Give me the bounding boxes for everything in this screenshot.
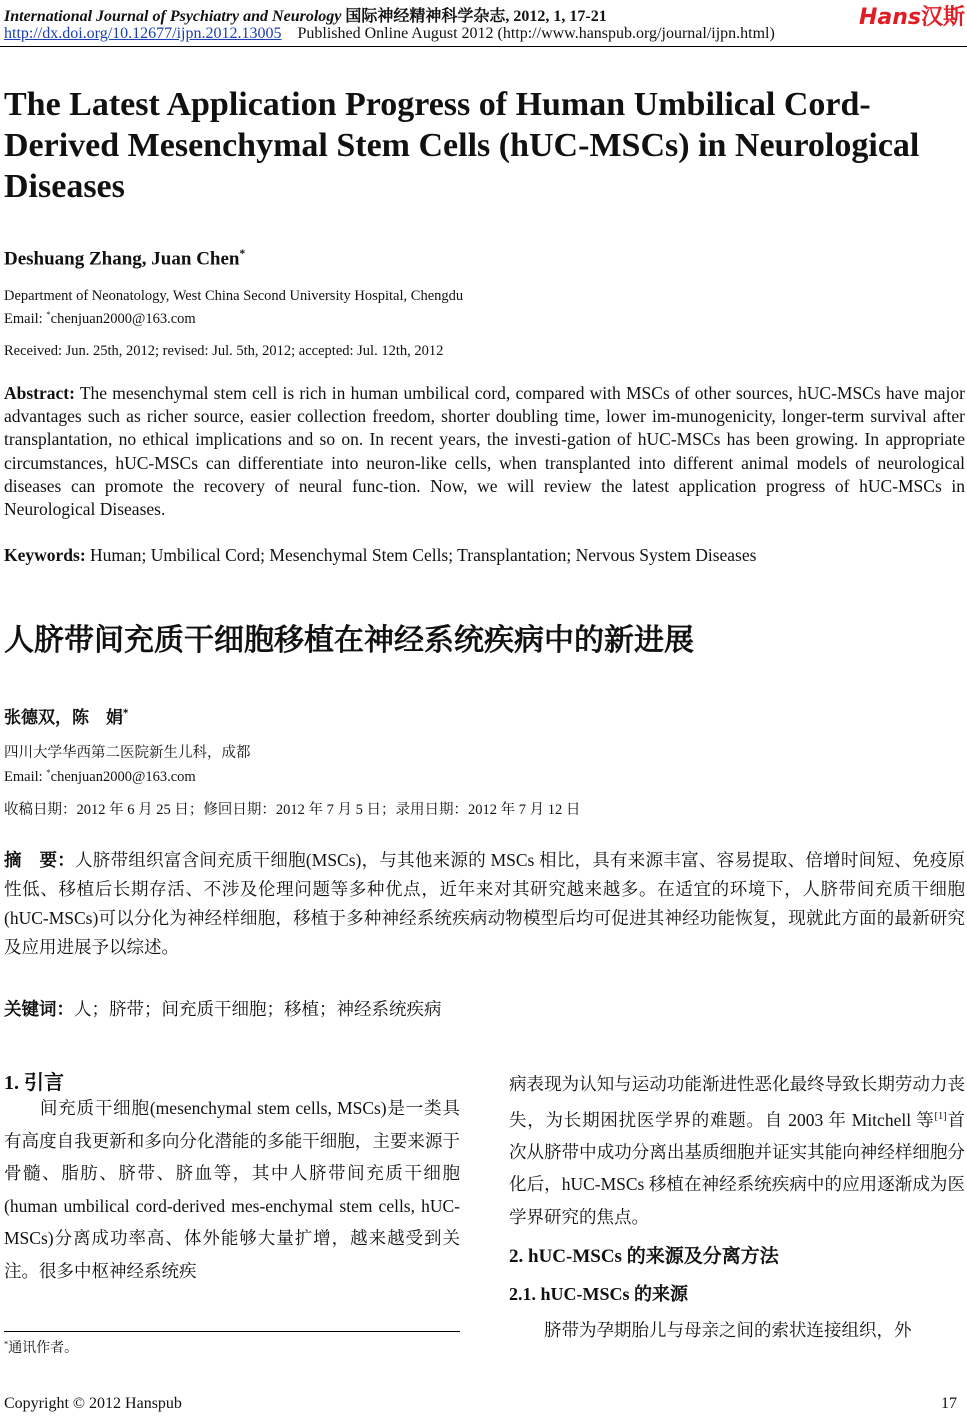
doi-link[interactable]: http://dx.doi.org/10.12677/ijpn.2012.13005 [4,25,282,42]
continued-text: 病表现为认知与运动功能渐进性恶化最终导致长期劳动力丧失，为长期困扰医学界的难题。自 2003 年 Mitchell 等[1]首次从脐带中成功分离出基质细胞并证实其能向神经样细胞分化后，hUC-MSCs 移植在神经系统疾病中的应用逐渐成为医学界研究的焦点。 [509,1074,966,1227]
received-en: Received: Jun. 25th, 2012; revised: Jul. 5th, 2012; accepted: Jul. 12th, 2012 [4,343,444,359]
abstract-en [4,382,965,521]
section-2-1-text: 脐带为孕期胎儿与母亲之间的索状连接组织，外 [544,1320,912,1341]
page-number: 17 [941,1395,957,1412]
doi-line [4,25,775,43]
copyright: Copyright © 2012 Hanspub [4,1395,182,1412]
journal-name-zh: 国际神经精神科学杂志, 2012, 1, 17-21 [345,8,607,25]
footnote: *通讯作者。 [4,1339,79,1356]
abstract-label-zh: 摘 要： [4,850,76,870]
keywords-text: Human; Umbilical Cord; Mesenchymal Stem Cells; Transplantation; Nervous System Diseases [90,545,757,565]
abstract-label: Abstract: [4,383,75,403]
section-1-text: 间充质干细胞(mesenchymal stem cells, MSCs)是一类具有高度自我更新和多向分化潜能的多能干细胞，主要来源于骨髓、脂肪、脐带、脐血等，其中人脐带间充质干细胞(human umbilical cord-derived mes-enchymal stem cells, hUC-MSCs)分离成功率高、体外能够大量扩增，越来越受到关注。很多中枢神经系统疾 [4,1098,460,1281]
section-2-1-heading: 2.1. hUC-MSCs 的来源 [509,1283,689,1304]
keywords-zh: 关键词：人；脐带；间充质干细胞；移植；神经系统疾病 [4,999,442,1019]
abstract-zh: 摘 要：人脐带组织富含间充质干细胞(MSCs)，与其他来源的 MSCs 相比，具有来源丰富、容易提取、倍增时间短、免疫原性低、移植后长期存活、不涉及伦理问题等多种优点，近年来对其研究越来越多。在适宜的环境下，人脐带间充质干细胞(hUC-MSCs)可以分化为神经样细胞，移植于多种神经系统疾病动物模型后均可促进其神经功能恢复，现就此方面的最新研究及应用进展予以综述。 [4,850,965,957]
authors-zh: 张德双，陈 娟* [4,708,129,728]
paper-title-zh: 人脐带间充质干细胞移植在神经系统疾病中的新进展 [4,623,694,658]
email-zh: Email: *chenjuan2000@163.com [4,767,196,785]
keywords-label-zh: 关键词： [4,999,74,1019]
header-rule [0,46,967,47]
email-link[interactable]: chenjuan2000@163.com [50,310,196,327]
section-2-heading: 2. hUC-MSCs 的来源及分离方法 [509,1246,779,1268]
received-zh: 收稿日期：2012 年 6 月 25 日；修回日期：2012 年 7 月 5 日；录用日期：2012 年 7 月 12 日 [4,802,581,818]
email-en: Email: *chenjuan2000@163.com [4,309,196,327]
hans-logo: Hans汉斯 [858,5,965,30]
affiliation-en: Department of Neonatology, West China Second University Hospital, Chengdu [4,288,464,304]
published-online: Published Online August 2012 (http://www.hanspub.org/journal/ijpn.html) [297,25,775,42]
right-column [509,1068,965,1347]
section-1-heading: 1. 引言 [4,1072,64,1094]
paper-title-en: The Latest Application Progress of Human Umbilical Cord-Derived Mesenchymal Stem Cells (hUC-MSCs) in Neurological Diseases [4,86,920,205]
abstract-text: The mesenchymal stem cell is rich in human umbilical cord, compared with MSCs of other sources, hUC-MSCs have major advantages such as richer source, easier collection freedom, shorter doubling time, lower im-munogenicity, longer-term survival after transplantation, no ethical implications and so on. In recent years, the investi-gation of hUC-MSCs has been growing. In appropriate circumstances, hUC-MSCs can differentiate into neuron-like cells, when transplanted into different animal models of neurological diseases can promote the recovery of neural func-tion. Now, we will review the latest application progress of hUC-MSCs in Neurological Diseases. [4,383,965,520]
keywords-label: Keywords: [4,545,86,565]
journal-header [4,3,607,26]
citation-ref[interactable]: [1] [934,1110,947,1122]
keywords-en [4,545,965,566]
footnote-rule [4,1331,460,1332]
authors-en: Deshuang Zhang, Juan Chen* [4,248,246,270]
affiliation-zh: 四川大学华西第二医院新生儿科，成都 [4,745,251,761]
journal-name-en: International Journal of Psychiatry and Neurology [4,8,342,25]
